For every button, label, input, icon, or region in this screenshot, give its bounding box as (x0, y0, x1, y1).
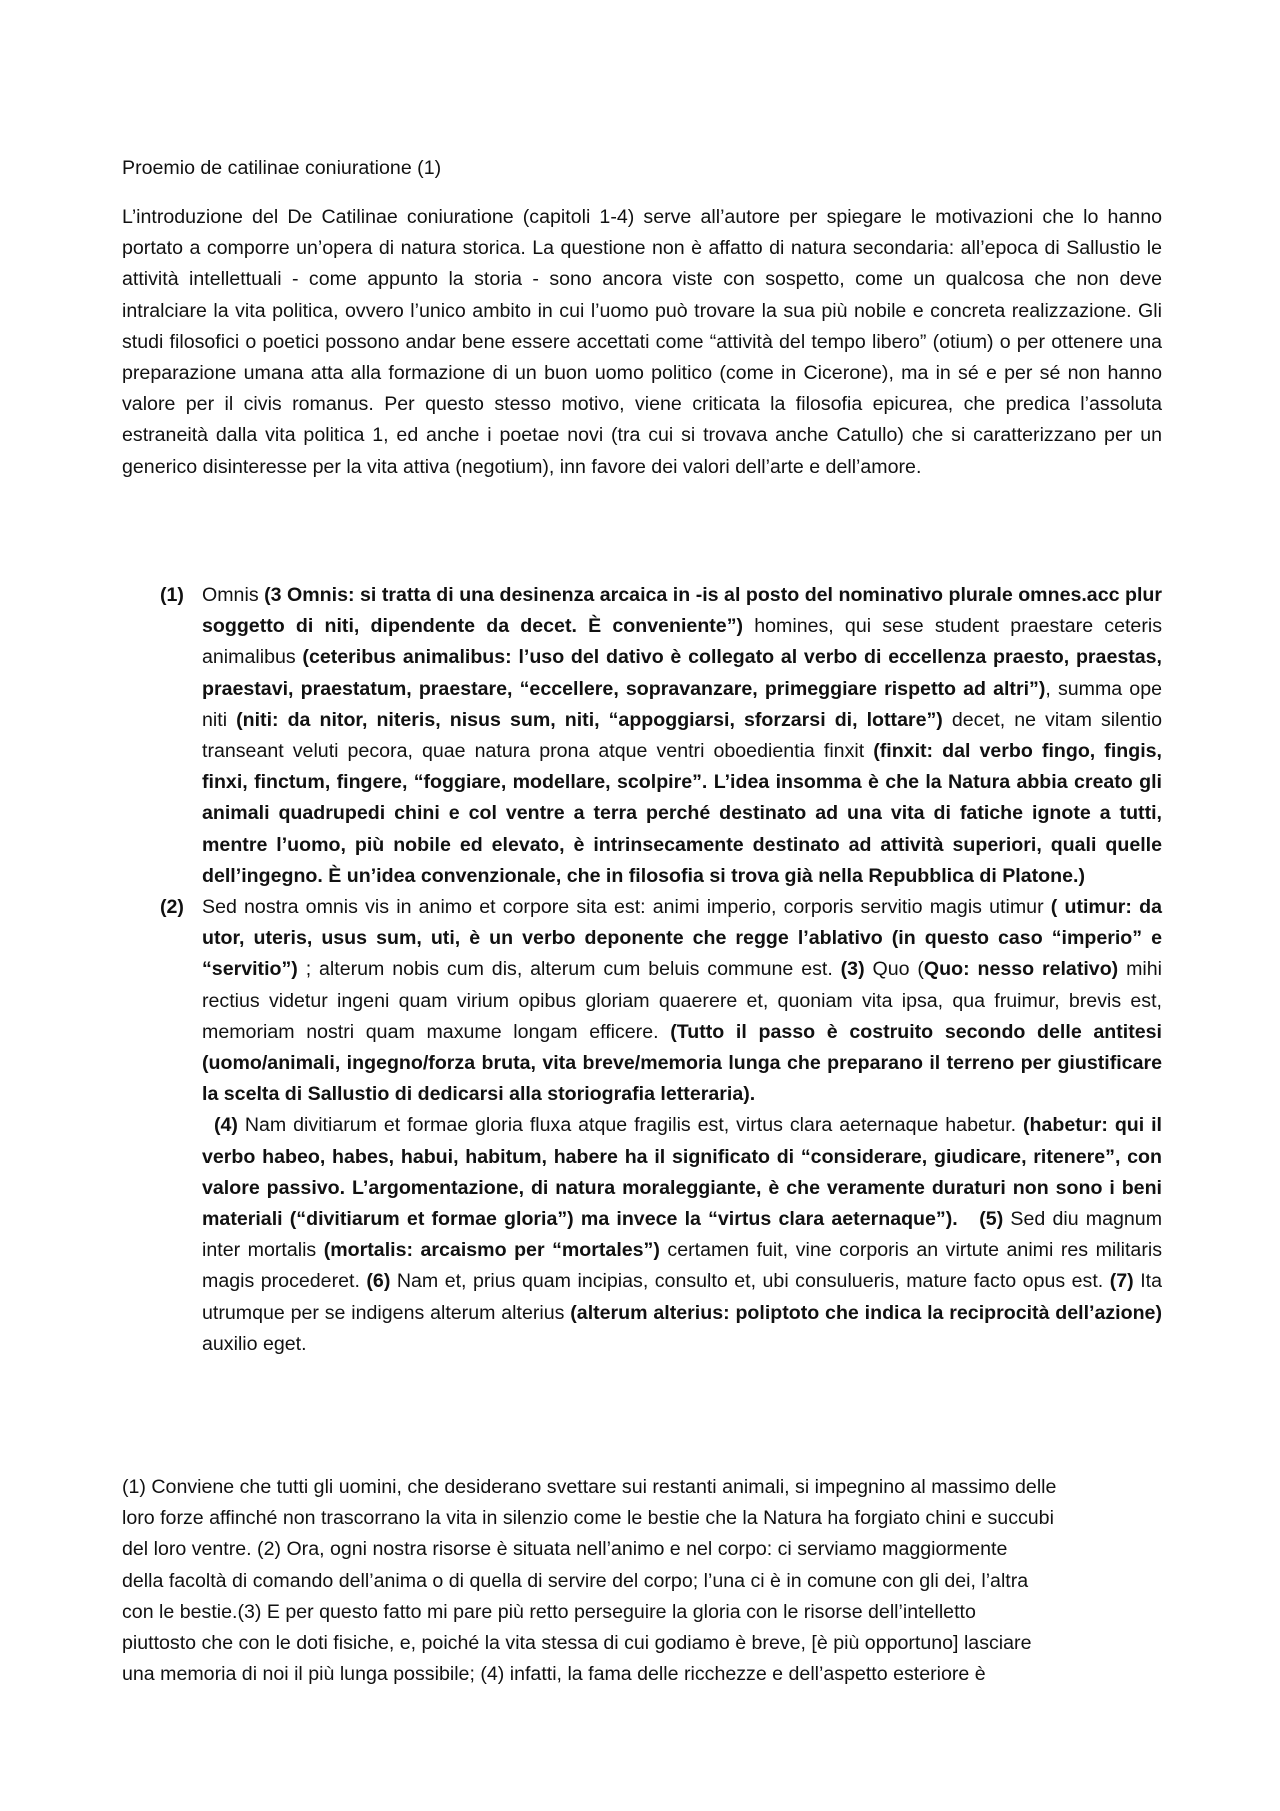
commentary: (3 Omnis: si tratta di una desinenza arcaica in -is al posto del nominativo plurale omnes.acc plur soggetto di niti, dipendente da decet. È conveniente”) (202, 584, 1162, 638)
note-item-2 (160, 892, 1162, 1360)
commentary: Quo: nesso relativo) (923, 958, 1119, 981)
latin-text: auxilio eget. (202, 1332, 307, 1355)
commentary: (alterum alterius: poliptoto che indica la reciprocità dell’azione) (570, 1301, 1162, 1324)
latin-text: Sed nostra omnis vis in animo et corpore sita est: animi imperio, corporis servitio magis utimur (202, 896, 1051, 919)
section-number: (6) (366, 1270, 391, 1293)
latin-text: decet, ne vitam silentio transeant veluti pecora, quae natura prona atque ventri oboedientia finxit (202, 708, 1162, 763)
note-number: (1) (160, 584, 184, 606)
commentary: ( utimur: da utor, uteris, usus sum, uti, è un verbo deponente che regge l’ablativo (in questo caso “imperio” e “servitio”) (202, 896, 1163, 981)
translation-line: della facoltà di comando dell’anima o di quella di servire del corpo; l’una ci è in comune con gli dei, l’altra (122, 1569, 1029, 1592)
latin-text: homines, qui sese student praestare ceteris animalibus (202, 615, 1162, 669)
commentary: (ceteribus animalibus: l’uso del dativo è collegato al verbo di eccellenza praesto, praestas, praestavi, praestatum, praestare, “eccellere, sopravanzare, primeggiare rispetto ad altri”) (202, 646, 1162, 700)
latin-text: Omnis (202, 584, 265, 606)
translation-line: loro forze affinché non trascorrano la vita in silenzio come le bestie che la Natura ha forgiato chini e succubi (122, 1507, 1054, 1530)
latin-text: certamen fuit, vine corporis an virtute animi res militaris magis procederet. (202, 1239, 1162, 1293)
commentary: (mortalis: arcaismo per “mortales”) (323, 1239, 660, 1262)
latin-text: mihi rectius videtur ingeni quam virium opibus gloriam quaerere et, quoniam vita ipsa, qua fruimur, brevis est, memoriam nostri quam maxume longam efficere. (202, 958, 1162, 1043)
latin-text: , summa ope niti (202, 677, 1162, 731)
latin-text: ; alterum nobis cum dis, alterum cum beluis commune est. (297, 958, 841, 981)
latin-text: Sed diu magnum inter mortalis (202, 1208, 1163, 1262)
note-number: (2) (160, 896, 184, 919)
translation-line: del loro ventre. (2) Ora, ogni nostra risorse è situata nell’animo e nel corpo: ci serviamo maggiormente (122, 1538, 1008, 1561)
translation-line: piuttosto che con le doti fisiche, e, poiché la vita stessa di cui godiamo è breve, [è più opportuno] lasciare (122, 1632, 1032, 1655)
commentary: (Tutto il passo è costruito secondo delle antitesi (uomo/animali, ingegno/forza bruta, vita breve/memoria lunga che preparano il terreno per giustificare la scelta di Sallustio di dedicarsi alla storiografia letteraria). (202, 1020, 1162, 1106)
section-number: (4) (214, 1114, 238, 1137)
latin-text: Nam et, prius quam incipias, consulto et, ubi consulueris, mature facto opus est. (390, 1270, 1110, 1293)
latin-text: Ita utrumque per se indigens alterum alterius (202, 1270, 1162, 1324)
intro-paragraph: L’introduzione del De Catilinae coniuratione (capitoli 1-4) serve all’autore per spiegare le motivazioni che lo hanno portato a comporre un’opera di natura storica. La questione non è affatto di natura secondaria: all’epoca di Sallustio le attività intellettuali - come appunto la storia - sono ancora viste con sospetto, come un qualcosa che non deve intralciare la vita politica, ovvero l’unico ambito in cui l’uomo può trovare la sua più nobile e concreta realizzazione. Gli studi filosofici o poetici possono andar bene essere accettati come “attività del tempo libero” (otium) o per ottenere una preparazione umana atta alla formazione di un buon uomo politico (come in Cicerone), ma in sé e per sé non hanno valore per il civis romanus. Per questo stesso motivo, viene criticata la filosofia epicurea, che predica l’assoluta estraneità dalla vita politica 1, ed anche i poetae novi (tra cui si trovava anche Catullo) che si caratterizzano per un generico disinteresse per la vita attiva (negotium), inn favore dei valori dell’arte e dell’amore. (122, 206, 1162, 478)
commentary: (habetur: qui il verbo habeo, habes, habui, habitum, habere ha il significato di “considerare, giudicare, ritenere”, con valore passivo. L’argomentazione, di natura moraleggiante, è che veramente duraturi non sono i beni materiali (“divitiarum et formae gloria”) ma invece la “virtus clara aeternaque”). (202, 1114, 1163, 1231)
translation-line: (1) Conviene che tutti gli uomini, che desiderano svettare sui restanti animali, si impegnino al massimo delle (122, 1476, 1057, 1498)
document-title: Proemio de catilinae coniuratione (1) (122, 157, 442, 179)
annotated-text (160, 580, 1162, 1360)
latin-text: Nam divitiarum et formae gloria fluxa atque fragilis est, virtus clara aeternaque habetur. (237, 1114, 1024, 1137)
note-item-1 (160, 580, 1162, 892)
translation-line: con le bestie.(3) E per questo fatto mi pare più retto perseguire la gloria con le risorse dell’intelletto (122, 1600, 976, 1623)
commentary: (finxit: dal verbo fingo, fingis, finxi, finctum, fingere, “foggiare, modellare, scolpire”. L’idea insomma è che la Natura abbia creato gli animali quadrupedi chini e col ventre a terra perché destinato ad una vita di fatiche ignote a tutti, mentre l’uomo, più nobile ed elevato, è intrinsecamente destinato ad attività superiori, quali quelle dell’ingegno. È un’idea convenzionale, che in filosofia si trova già nella Repubblica di Platone.) (202, 740, 1162, 887)
latin-text: Quo ( (864, 958, 924, 981)
section-number: (3) (840, 958, 865, 981)
section-number: (5) (979, 1208, 1004, 1231)
translation-paragraph (122, 1472, 1162, 1690)
commentary: (niti: da nitor, niteris, nisus sum, niti, “appoggiarsi, sforzarsi di, lottare”) (236, 708, 943, 731)
translation-line: una memoria di noi il più lunga possibile; (4) infatti, la fama delle ricchezze e dell’aspetto esteriore è (122, 1663, 986, 1686)
section-number: (7) (1109, 1270, 1134, 1293)
